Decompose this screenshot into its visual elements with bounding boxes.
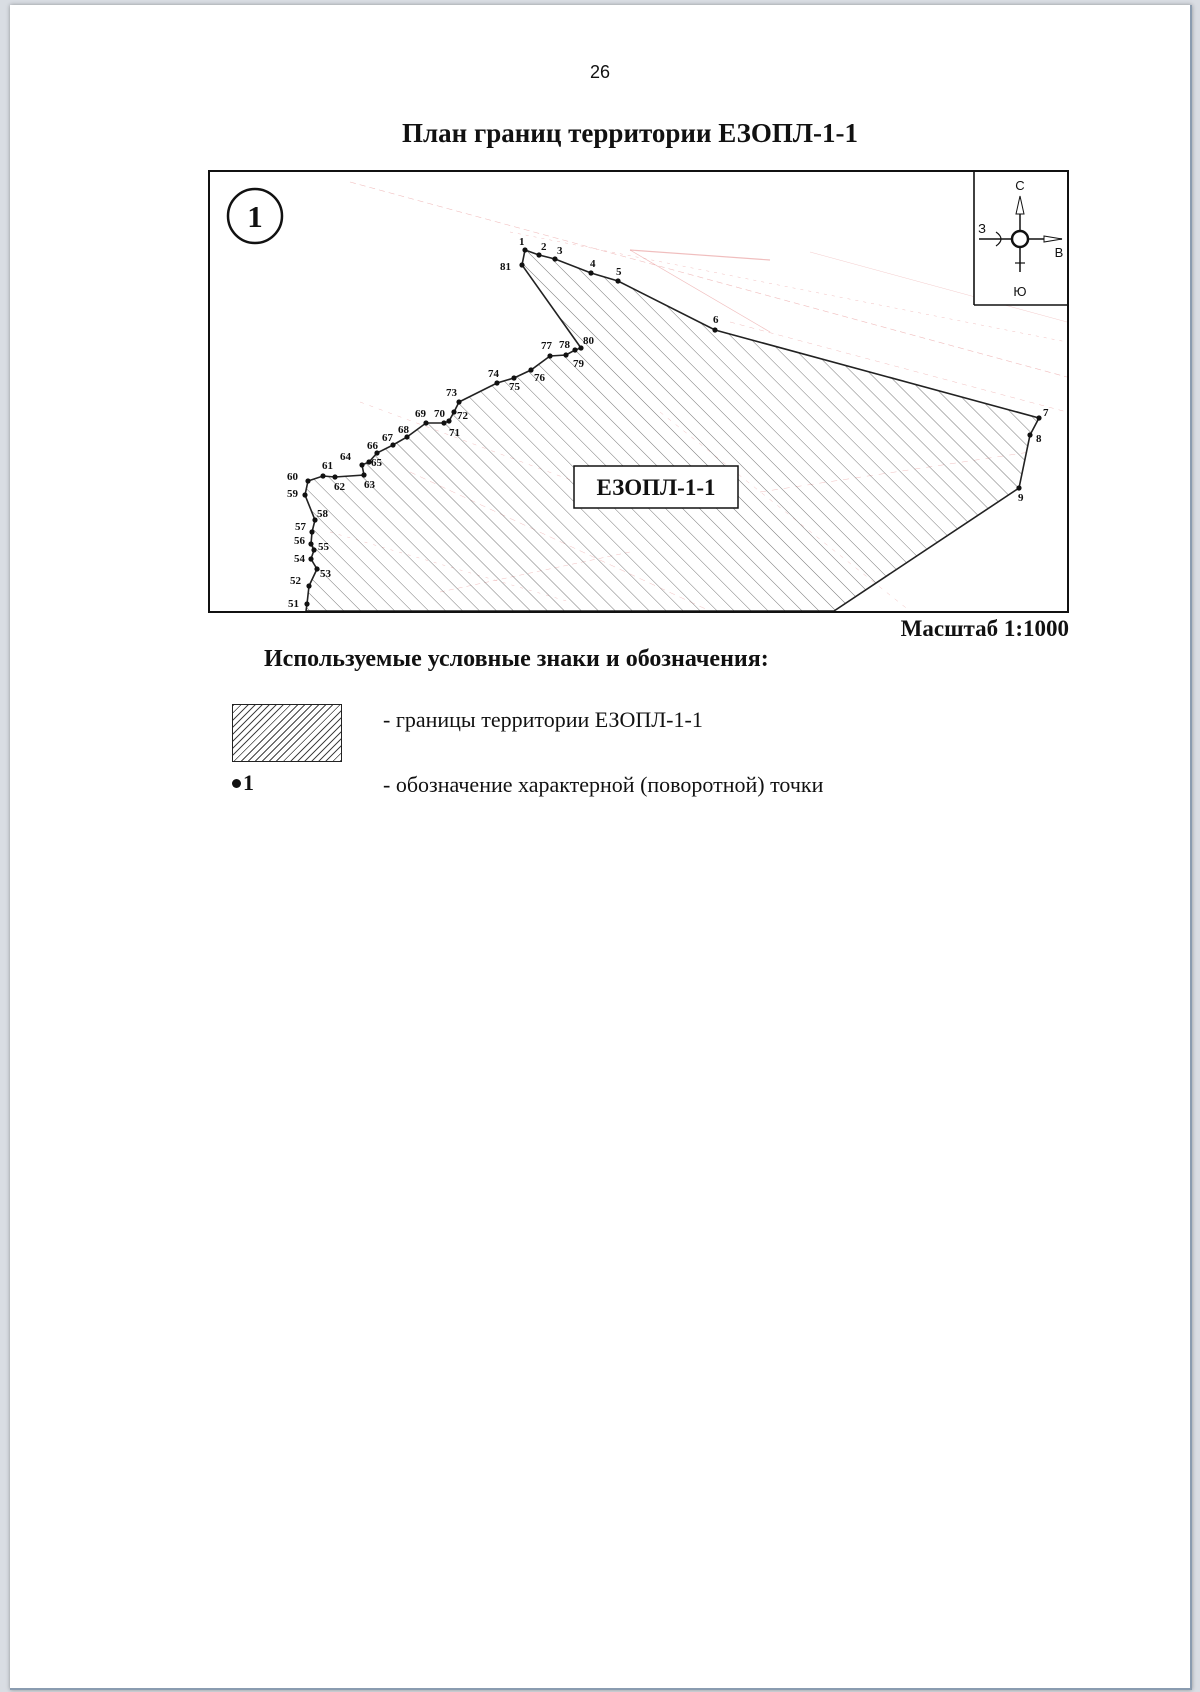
boundary-point-51-label: 51 [288,598,299,610]
boundary-point-59-marker [302,492,307,497]
boundary-point-74-label: 74 [488,368,499,380]
boundary-point-65-label: 65 [371,457,382,469]
boundary-point-68-label: 68 [398,424,409,436]
boundary-point-58-label: 58 [317,508,328,520]
boundary-point-67-label: 67 [382,432,393,444]
boundary-point-70-marker [441,420,446,425]
boundary-point-8-marker [1027,432,1032,437]
boundary-point-77-label: 77 [541,340,552,352]
boundary-point-73-label: 73 [446,387,457,399]
legend-heading: Используемые условные знаки и обозначения: [264,646,769,672]
boundary-point-75-label: 75 [509,381,520,393]
boundary-point-3-label: 3 [557,245,563,257]
boundary-point-63-marker [361,472,366,477]
compass-rose [974,172,1067,305]
boundary-point-74-marker [494,380,499,385]
boundary-point-54-label: 54 [294,553,305,565]
compass-east-label: В [1054,245,1064,260]
boundary-point-76-marker [528,367,533,372]
boundary-point-75-marker [511,375,516,380]
boundary-point-2-label: 2 [541,241,547,253]
legend-hatched-area-swatch [232,704,342,762]
legend-point-sample [232,770,254,796]
boundary-plan-map [208,170,1069,613]
boundary-point-69-marker [423,420,428,425]
boundary-point-71-label: 71 [449,427,460,439]
boundary-point-52-marker [306,583,311,588]
boundary-point-7-marker [1036,415,1041,420]
zone-label: ЕЗОПЛ-1-1 [596,475,716,500]
boundary-point-78-label: 78 [559,339,570,351]
boundary-point-2-marker [536,252,541,257]
page-title: План границ территории ЕЗОПЛ-1-1 [402,118,858,148]
boundary-point-72-label: 72 [457,410,468,422]
boundary-point-57-marker [309,529,314,534]
compass-west-label: З [978,221,986,236]
boundary-point-76-label: 76 [534,372,545,384]
boundary-point-62-label: 62 [334,481,345,493]
map-scale: Масштаб 1:1000 [900,616,1069,641]
zone-label-box [574,466,738,508]
boundary-point-52-label: 52 [290,575,301,587]
boundary-point-6-marker [712,327,717,332]
boundary-point-71-marker [446,418,451,423]
boundary-point-64-label: 64 [340,451,351,463]
page-number: 26 [589,62,611,82]
legend-item-area-text: - границы территории ЕЗОПЛ-1-1 [383,707,703,732]
boundary-point-4-label: 4 [590,258,596,270]
boundary-point-56-marker [308,541,313,546]
boundary-point-63-label: 63 [364,479,375,491]
boundary-point-1-marker [522,247,527,252]
legend-item-point-text: - обозначение характерной (поворотной) точки [383,772,824,797]
boundary-point-70-label: 70 [434,408,445,420]
boundary-point-77-marker [547,353,552,358]
map-canvas [210,172,1067,611]
boundary-point-9-label: 9 [1018,492,1024,504]
sheet-number-badge [228,189,282,243]
boundary-point-79-label: 79 [573,358,584,370]
boundary-point-54-marker [308,556,313,561]
boundary-point-55-marker [311,547,316,552]
boundary-point-80-label: 80 [583,335,594,347]
boundary-point-1-label: 1 [519,236,525,248]
boundary-point-61-label: 61 [322,460,333,472]
boundary-point-81-marker [519,262,524,267]
boundary-point-73-marker [456,399,461,404]
boundary-point-69-label: 69 [415,408,426,420]
boundary-point-5-label: 5 [616,266,622,278]
boundary-point-79-marker [572,347,577,352]
boundary-point-60-label: 60 [287,471,298,483]
boundary-point-4-marker [588,270,593,275]
boundary-point-61-marker [320,473,325,478]
boundary-point-59-label: 59 [287,488,298,500]
boundary-point-62-marker [332,474,337,479]
boundary-point-8-label: 8 [1036,433,1042,445]
boundary-point-60-marker [305,478,310,483]
boundary-point-66-label: 66 [367,440,378,452]
boundary-point-3-marker [552,256,557,261]
boundary-point-72-marker [451,409,456,414]
boundary-point-81-label: 81 [500,261,511,273]
legend-point-sample-label: 1 [243,770,254,795]
boundary-point-56-label: 56 [294,535,305,547]
boundary-point-51-marker [304,601,309,606]
boundary-point-78-marker [563,352,568,357]
compass-north-label: С [1015,178,1025,193]
boundary-point-64-marker [359,462,364,467]
boundary-point-57-label: 57 [295,521,306,533]
boundary-point-6-label: 6 [713,314,719,326]
boundary-point-5-marker [615,278,620,283]
boundary-point-55-label: 55 [318,541,329,553]
compass-south-label: Ю [1013,284,1027,299]
boundary-point-9-marker [1016,485,1021,490]
boundary-point-7-label: 7 [1043,407,1049,419]
sheet-number: 1 [247,199,263,234]
point-dot-icon [232,779,241,788]
boundary-point-53-marker [314,566,319,571]
boundary-point-53-label: 53 [320,568,331,580]
